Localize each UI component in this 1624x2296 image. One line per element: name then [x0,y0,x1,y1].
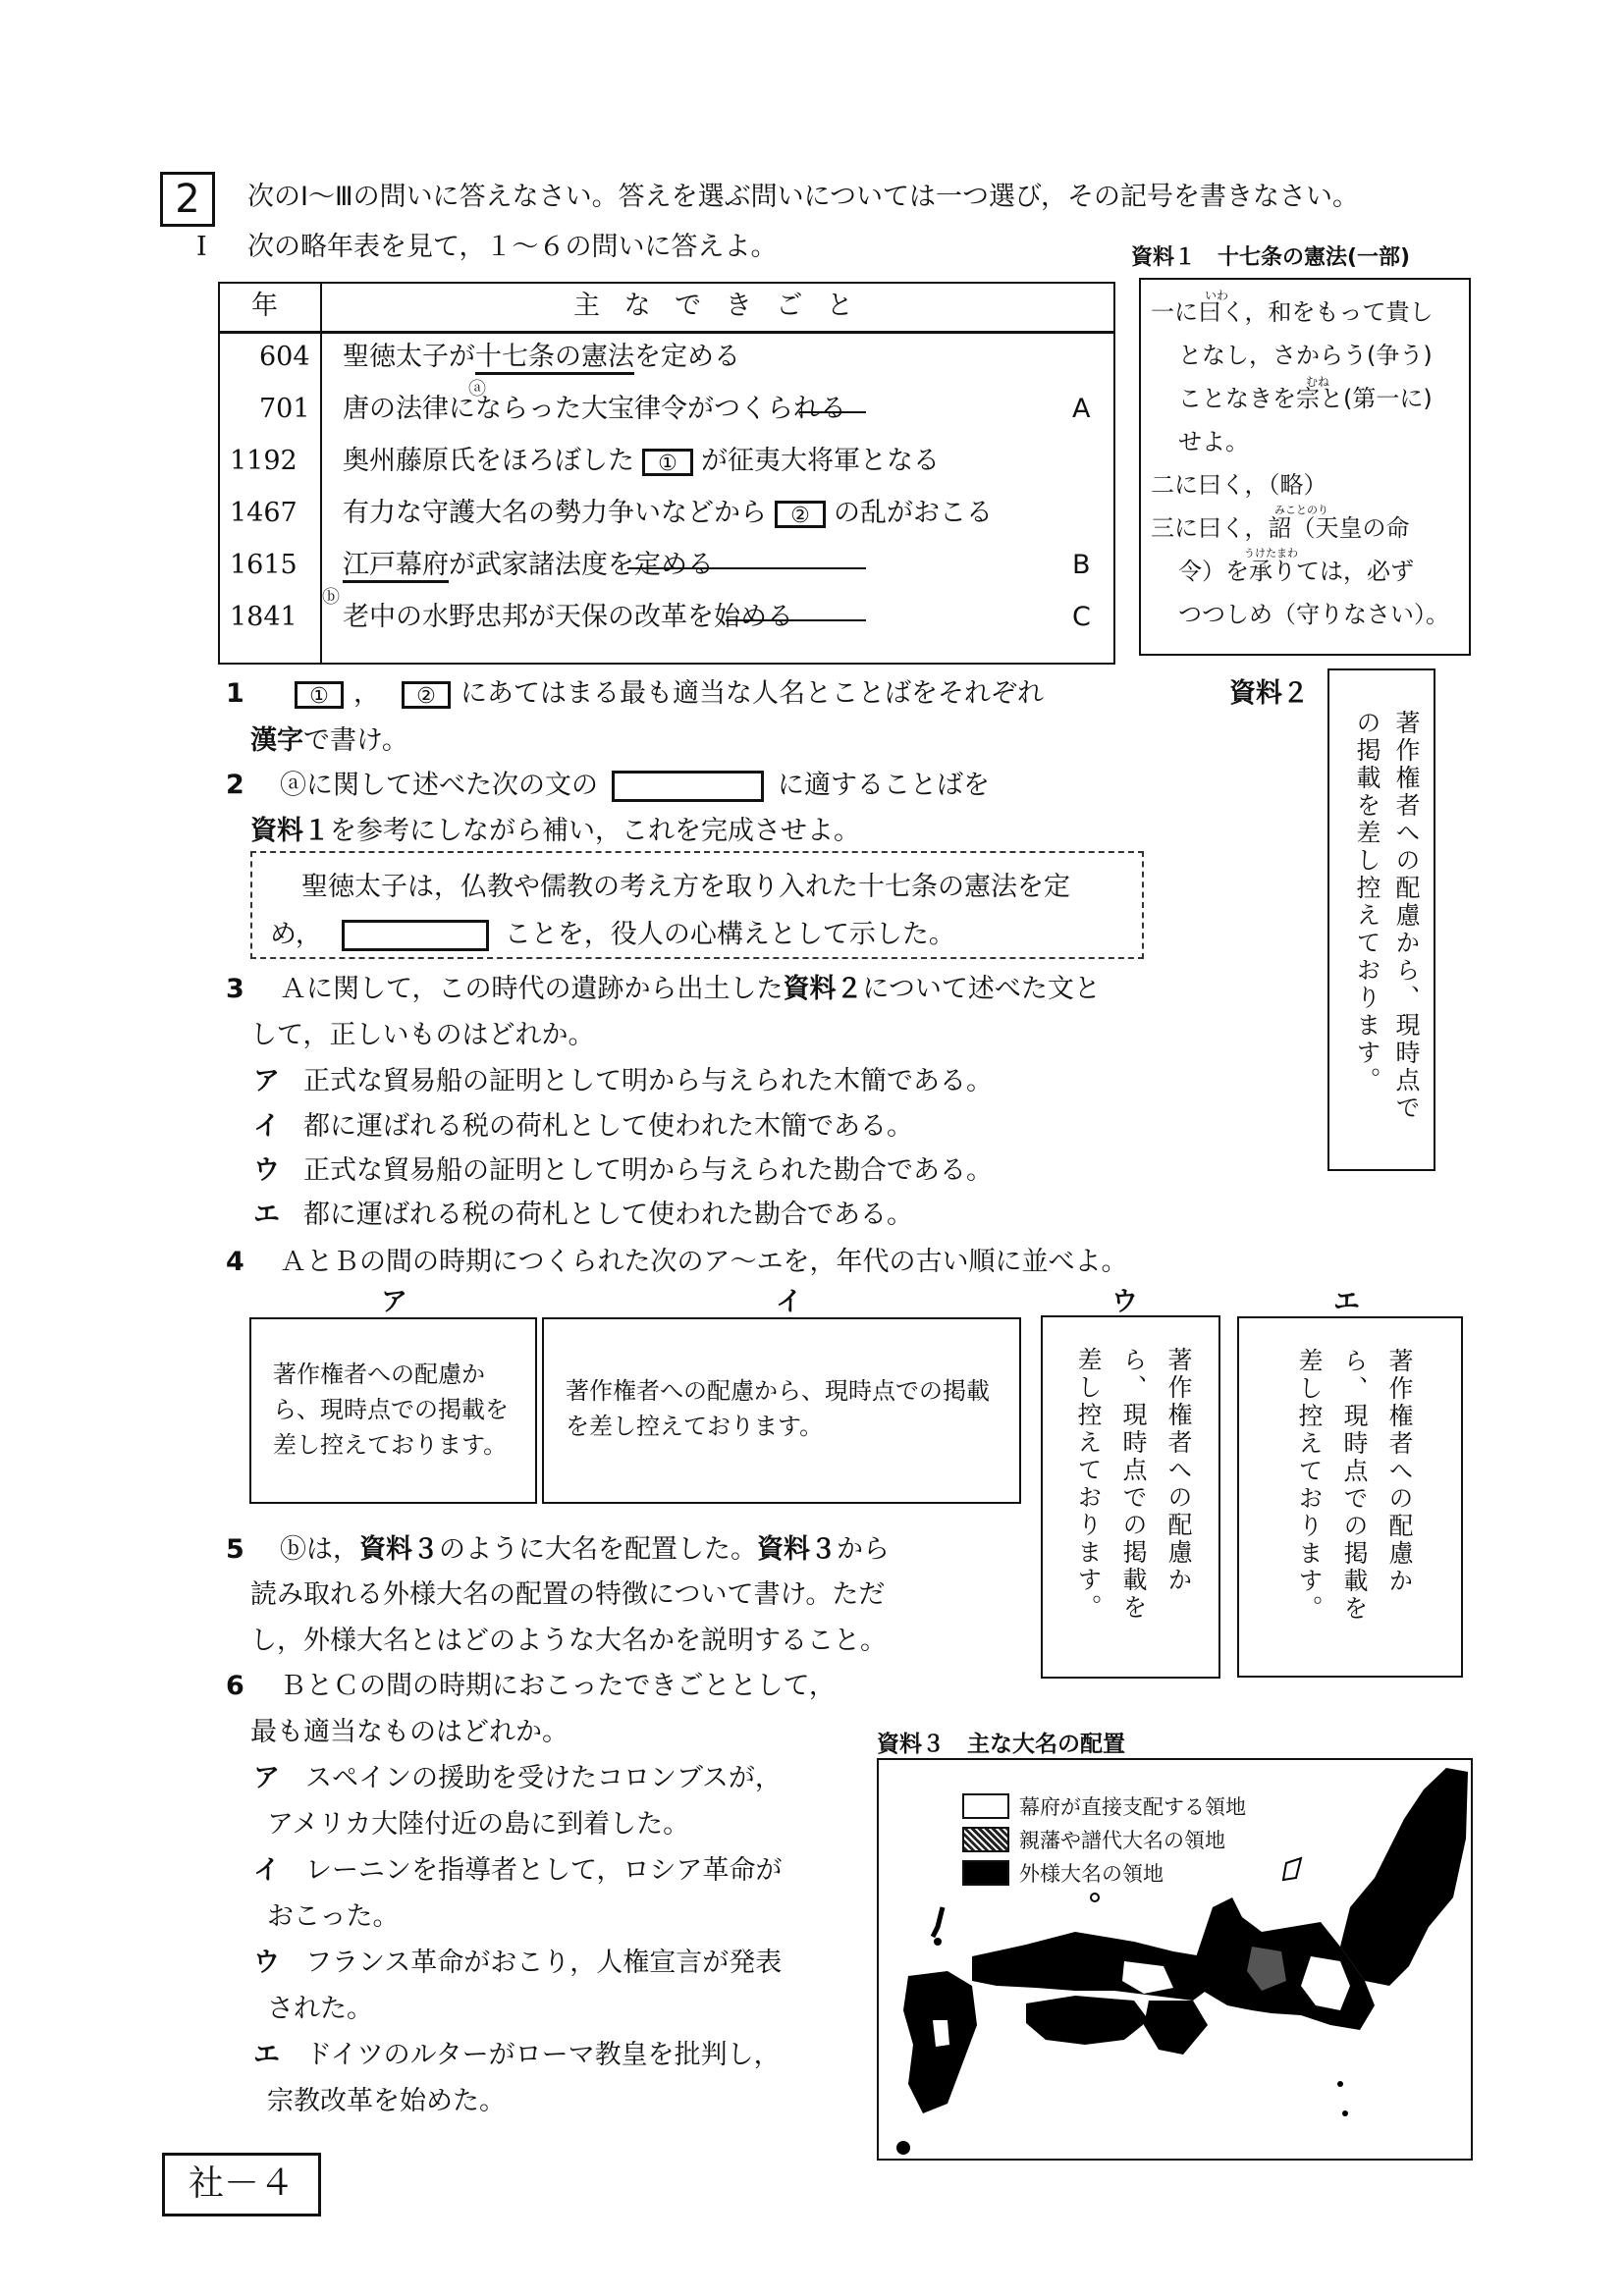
shiryo1-box [1139,278,1471,656]
shiryo1-title: 資料１ 十七条の憲法(一部) [1131,245,1411,270]
ruby-iwa: いわ [1205,289,1229,302]
map-island [1091,1894,1099,1901]
underlined-term-b: 江戸幕府 [343,550,449,583]
q4-item-u-text: 著作権者への配慮から、現時点での掲載を差し控えております。 [1074,1347,1193,1622]
row-year: 1841 [230,602,298,632]
q3-text-line2: して，正しいものはどれか。 [250,1020,595,1050]
shiryo2-placeholder: 著作権者への配慮から、現時点での掲載を差し控えております。 [1353,710,1421,1122]
header-event: 主 な で き ご と [573,291,861,321]
period-tag-a: A [1072,394,1091,424]
map-region-kii [1144,2001,1208,2055]
q2-sentence-box [250,851,1144,959]
q1-blank-2: ② [402,681,451,709]
q2-box-line2: め， ことを，役人の心構えとして示した。 [270,919,955,950]
q3-option[interactable]: イ 都に運ばれる税の荷札として使われた木簡である。 [253,1111,913,1142]
q2-box-line1: 聖徳太子は，仏教や儒教の考え方を取り入れた十七条の憲法を定 [301,872,1070,902]
underlined-term-a: 十七条の憲法 [475,342,634,375]
map-region-chubu [1193,1897,1375,2030]
q5-text-line3: し，外様大名とはどのような大名かを説明すること。 [250,1626,887,1656]
section-instruction: 次のⅠ～Ⅲの問いに答えなさい。答えを選ぶ問いについては一つ選び，その記号を書きなさい。 [247,182,1359,212]
row-year: 604 [259,342,310,372]
q4-item-label: イ [776,1287,802,1317]
period-tag-c: C [1072,602,1091,632]
q1-text: ① ， ② にあてはまる最も適当な人名とことばをそれぞれ [285,679,1044,709]
map-island [1342,2110,1348,2116]
row-event: 老中の水野忠邦が天保の改革を始める [343,602,793,632]
q6-option[interactable]: エ ドイツのルターがローマ教皇を批判し， 宗教改革を始めた。 [253,2040,781,2116]
q1-number: 1 [226,678,244,709]
q3-option[interactable]: エ 都に運ばれる税の荷札として使われた勘合である。 [253,1200,913,1230]
shiryo1-line: ことなきを宗と(第一に) [1178,385,1433,412]
row-year: 701 [259,394,310,424]
q4-item-label: エ [1333,1287,1360,1317]
q2-box-blank[interactable] [342,920,489,951]
row-event: 奥州藤原氏をほろぼした ① が征夷大将軍となる [343,446,940,476]
map-island [896,2141,910,2155]
row-event: 聖徳太子が十七条の憲法を定める [343,343,740,372]
q3-option[interactable]: ウ 正式な貿易船の証明として明から与えられた勘合である。 [253,1155,993,1186]
marker-b: ⓑ [322,587,340,608]
shiryo1-line: 二に曰く，（略） [1151,471,1327,499]
q5-number: 5 [226,1534,244,1565]
connector-line [726,619,866,621]
connector-line [627,567,866,569]
q4-item-a [249,1317,537,1504]
page-number: 社－４ [188,2163,295,2204]
q2-answer-blank[interactable] [612,771,764,802]
q3-text: Ａに関して，この時代の遺跡から出土した資料２について述べた文と [280,974,1101,1004]
q4-item-i-text: 著作権者への配慮から、現時点での掲載を差し控えております。 [566,1377,990,1440]
map-region-shikoku [1026,1996,1149,2045]
q4-item-label: ア [381,1287,407,1317]
shiryo1-line: 一に曰く，和をもって貴し [1151,298,1434,326]
q4-item-e [1237,1316,1463,1678]
q1-text-line2: 漢字で書け。 [250,725,408,756]
q4-item-a-text: 著作権者への配慮から、現時点での掲載を差し控えております。 [273,1361,509,1459]
shiryo1-line: せよ。 [1178,428,1249,455]
q3-number: 3 [226,974,244,1004]
part-instruction: 次の略年表を見て，１～６の問いに答えよ。 [247,232,778,262]
section-number: 2 [175,177,200,222]
shiryo1-line: となし，さからう(争う) [1178,342,1433,369]
japan-map [879,1760,1473,2161]
shiryo3-title: 資料３ 主な大名の配置 [877,1732,1125,1757]
map-island [1337,2081,1343,2087]
part-label: Ⅰ [196,232,207,262]
row-year: 1467 [230,498,298,528]
q6-text-line2: 最も適当なものはどれか。 [250,1717,568,1747]
timeline-table [218,282,1115,665]
map-island [934,1938,942,1946]
map-region-tohoku [1340,1768,1468,1986]
shiryo2-box [1327,668,1435,1171]
map-island-sado [1283,1858,1301,1880]
row-year: 1615 [230,550,298,580]
q4-item-u [1041,1315,1220,1679]
q6-text: ＢとＣの間の時期におこったできごととして， [280,1671,836,1701]
period-tag-b: B [1072,550,1091,580]
ruby-mikotonori: みことのり [1274,504,1328,516]
q4-text: ＡとＢの間の時期につくられた次のア～エを，年代の古い順に並べよ。 [280,1247,1128,1277]
shiryo2-title: 資料２ [1229,678,1309,709]
q6-option[interactable]: ウ フランス革命がおこり，人権宣言が発表 された。 [253,1948,783,2024]
q2-text: ⓐに関して述べた次の文の に適することばを [280,770,990,801]
shiryo1-line: つつしめ（守りなさい）。 [1178,601,1449,628]
ruby-mune: むね [1306,375,1330,389]
legend-item: 幕府が直接支配する領地 [962,1789,1246,1823]
q6-number: 6 [226,1671,244,1701]
q6-option[interactable]: イ レーニンを指導者として，ロシア革命が おこった。 [253,1855,783,1932]
map-region-chugoku [972,1932,1213,2001]
q2-text-line2: 資料１を参考にしながら補い，これを完成させよ。 [250,816,860,846]
row-event: 有力な守護大名の勢力争いなどから ② の乱がおこる [343,498,993,528]
blank-2: ② [775,501,826,528]
q2-number: 2 [226,770,244,800]
marker-a: ⓐ [468,379,486,400]
shiryo1-line: 令）を承りては，必ず [1178,558,1414,585]
q3-option[interactable]: ア 正式な貿易船の証明として明から与えられた木簡である。 [253,1066,993,1096]
q4-item-i-card [542,1317,1021,1504]
row-event: 江戸幕府が武家諸法度を定める [343,551,714,580]
legend-item: 外様大名の領地 [962,1856,1246,1890]
section-number-box [160,172,215,227]
shiryo1-line: 三に曰く，詔（天皇の命 [1151,514,1410,542]
header-year: 年 [251,291,278,321]
q4-item-e-text: 著作権者への配慮から、現時点での掲載を差し控えております。 [1295,1348,1414,1623]
ruby-uketamawa: うけたまわ [1244,547,1298,560]
q5-text: ⓑは，資料３のように大名を配置した。資料３から [280,1534,890,1565]
row-event: 唐の法律にならった大宝律令がつくられる [343,394,846,424]
map-island-tsushima [933,1907,943,1937]
q6-option[interactable]: ア スペインの援助を受けたコロンブスが， アメリカ大陸付近の島に到着した。 [253,1763,782,1840]
connector-line [799,411,866,413]
timeline-header [220,284,1113,334]
q5-text-line2: 読み取れる外様大名の配置の特徴について書け。ただ [250,1579,886,1610]
legend-item: 親藩や譜代大名の領地 [962,1823,1246,1856]
q4-item-label: ウ [1111,1287,1138,1317]
q1-blank-1: ① [295,681,344,709]
page-number-box [162,2153,321,2216]
q4-number: 4 [226,1247,244,1277]
row-year: 1192 [230,446,298,476]
shiryo3-map-frame [877,1758,1473,2161]
blank-1: ① [642,449,693,476]
